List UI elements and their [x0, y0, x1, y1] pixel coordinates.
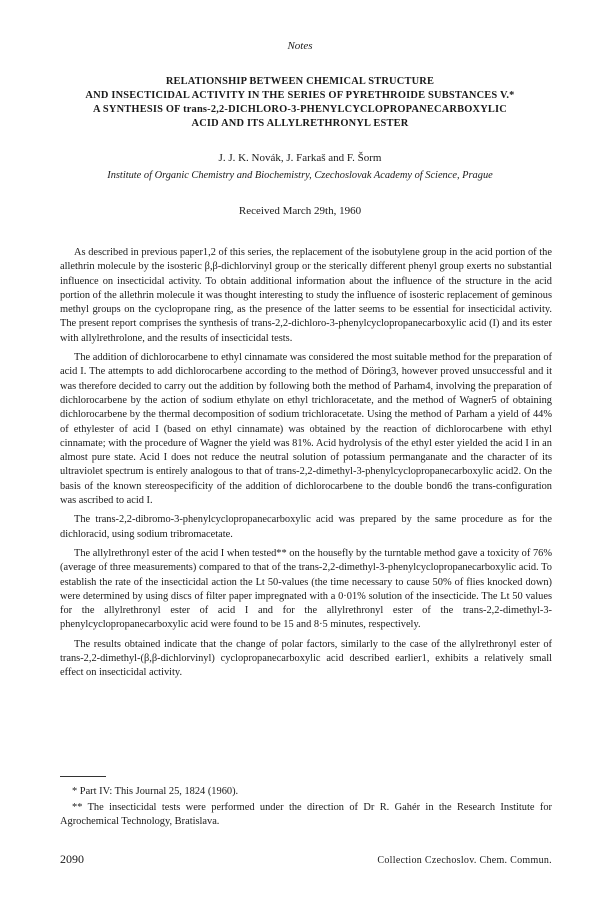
footnote-2: ** The insecticidal tests were performed under the direction of Dr R. Gahér in the Research Institute for Agrochemical Technology, Bratislava. — [60, 802, 552, 827]
running-head: Notes — [287, 40, 313, 52]
title-line-4: ACID AND ITS ALLYLRETHRONYL ESTER — [191, 118, 409, 129]
paragraph-1: As described in previous paper1,2 of this series, the replacement of the isobutylene group in the acid portion of the allethrin molecule by the isosteric β,β-dichlorvinyl group or the sterically different phenyl group exerts no substantial influence on insecticidal activity. To obtain additional information about the influence of the structure in the acid portion of the allethrin molecule it was thought interesting to study the influence of isosteric replacement of geminous methyl groups on the cyclopropane ring, as the presence of the latter seems to be essential for insecticidal activity. The present report comprises the synthesis of trans-2,2-dichloro-3-phenylcyclopropanecarboxylic acid (I) and its ester with allylrethrolone, and the results of insecticidal tests. — [60, 247, 552, 344]
footnotes — [60, 785, 552, 831]
journal-name: Collection Czechoslov. Chem. Commun. — [377, 855, 552, 866]
received-date: Received March 29th, 1960 — [238, 205, 362, 217]
paragraph-5: The results obtained indicate that the change of polar factors, similarly to the case of the allylrethronyl ester of trans-2,2-dimethyl-(β,β-dichlorvinyl) cyclopropanecarboxylic acid described earlier1, exhibits a relatively small effect on insecticidal activity. — [60, 638, 552, 679]
authors: J. J. K. Novák, J. Farkaš and F. Šorm — [218, 152, 382, 164]
paragraph-2: The addition of dichlorocarbene to ethyl cinnamate was considered the most suitable method for the preparation of acid I. The attempts to add dichlorocarbene according to the method of Döring3, however proved unsuccessful and it was therefore decided to carry out the addition by following both the method of Parham4, involving the preparation of dichlorocarbene by the action of sodium ethylate on ethyl trichloracetate, and the method of Wagner5 of obtaining dichlorocarbene by the thermal decomposition of sodium trichloracetate. Using the method of Parham a yield of 44% of ethylester of acid I (based on ethyl cinnamate) was obtained by the reaction of dichlorocarbene with ethyl cinnamate; with the procedure of Wagner the yield was 81%. Acid hydrolysis of the ethyl ester yielded the acid I in an almost pure state. Acid I does not reduce the neutral solution of potassium permanganate and the character of its ultraviolet spectrum is entirely analogous to that of trans-2,2-dimethyl-3-phenylcyclopropanecarboxylic acid2. On the basis of the known stereospecificity of the addition of dichlorocarbene to the double bond6 the trans-configuration was ascribed to acid I. — [60, 352, 552, 507]
paragraph-3: The trans-2,2-dibromo-3-phenylcyclopropanecarboxylic acid was prepared by the same procedure as for the dichloracid, using sodium tribromacetate. — [60, 514, 552, 540]
title-line-1: RELATIONSHIP BETWEEN CHEMICAL STRUCTURE — [165, 76, 435, 87]
article-title — [40, 75, 560, 131]
title-line-3: A SYNTHESIS OF trans-2,2-DICHLORO-3-PHENYLCYCLOPROPANECARBOXYLIC — [92, 104, 508, 115]
affiliation: Institute of Organic Chemistry and Biochemistry, Czechoslovak Academy of Science, Prague — [107, 170, 493, 181]
article-body — [60, 246, 552, 686]
footnote-rule — [60, 776, 106, 777]
paragraph-4: The allylrethronyl ester of the acid I when tested** on the housefly by the turntable method gave a toxicity of 76% (average of three measurements) compared to that of the trans-2,2-dimethyl-3-phenylcyclopropanecarboxylic acid. To establish the rate of the insecticidal action the Lt 50-values (the time necessary to cause 50% of flies knocked down) were determined by using discs of filter paper impregnated with a 0·01% solution of the insecticide. The Lt 50 values for the allylrethronyl ester of acid I and for the allylrethronyl ester of the trans-2,2-dimethyl-3-phenylcyclopropanecarboxylic acid were found to be 15 and 8·5 minutes, respectively. — [60, 547, 552, 631]
footnote-1: * Part IV: This Journal 25, 1824 (1960). — [72, 786, 239, 797]
title-line-2: AND INSECTICIDAL ACTIVITY IN THE SERIES OF PYRETHROIDE SUBSTANCES V.* — [85, 90, 515, 101]
page-number: 2090 — [60, 852, 84, 866]
